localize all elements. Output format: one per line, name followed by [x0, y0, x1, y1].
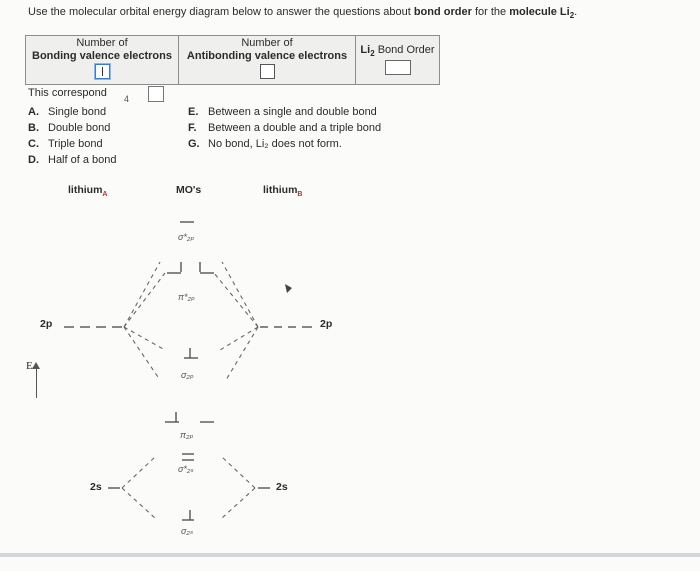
correlation-line [222, 262, 258, 327]
option-g: G. No bond, Li₂ does not form. [188, 138, 342, 150]
pi-star-2p-label: π*₂ₚ [178, 292, 195, 302]
correlation-line [124, 262, 160, 327]
left-atom-label: lithium$_A$ [68, 184, 108, 199]
question-middle: for the [471, 6, 510, 18]
bonding-electrons-input[interactable] [95, 64, 110, 79]
antibonding-electrons-cell [179, 36, 356, 85]
correlation-line [220, 327, 258, 350]
correlation-line [124, 327, 165, 350]
mo-diagram [0, 200, 700, 545]
antibonding-header-line1: Number of [241, 37, 293, 49]
option-f: F. Between a double and a triple bond [188, 122, 382, 134]
sigma-2s-label: σ₂ₛ [181, 526, 194, 536]
correlation-line [226, 327, 258, 380]
molecule-name: molecule $Li_2$ [509, 6, 575, 21]
energy-label: E [26, 360, 33, 372]
question-prefix: Use the molecular orbital energy diagram below to answer the questions about [28, 6, 414, 18]
bonding-header-line2: Bonding valence electrons [32, 50, 172, 62]
correspond-text: This correspond [28, 87, 107, 99]
cursor-icon [285, 284, 292, 293]
option-c: C. Triple bond [28, 138, 103, 150]
correlation-line [124, 273, 165, 327]
correlation-line [222, 457, 255, 488]
left-2s-label: 2s [90, 481, 102, 493]
question-text: Use the molecular orbital energy diagram below to answer the questions about bond order for the molecule $Li_2$. [28, 6, 578, 21]
right-2s-label: 2s [276, 481, 288, 493]
options-right [188, 104, 381, 152]
question-emph: bond order [413, 6, 472, 18]
bonding-electrons-cell [26, 36, 179, 85]
left-2p-label: 2p [40, 318, 53, 330]
option-d: D. Half of a bond [28, 154, 117, 166]
sigma-2p-label: σ₂ₚ [181, 370, 194, 380]
sigma-star-2p-label: σ*₂ₚ [178, 232, 195, 242]
correlation-line [122, 457, 155, 488]
antibonding-electrons-input[interactable] [260, 64, 275, 79]
correspond-dropdown-value: 4 [124, 94, 130, 104]
correlation-line [222, 488, 255, 518]
bond-order-table [25, 35, 440, 85]
antibonding-header-line2: Antibonding valence electrons [186, 50, 348, 62]
bond-order-input[interactable] [385, 60, 411, 75]
sigma-star-2s-label: σ*₂ₛ [178, 464, 194, 474]
bond-order-cell [356, 36, 440, 85]
right-atom-label: lithium$_B$ [263, 184, 303, 199]
bond-order-header: $Li_2$ Bond Order [360, 44, 435, 59]
correlation-line [124, 327, 160, 380]
bottom-divider [0, 553, 700, 557]
option-e: E. Between a single and double bond [188, 106, 377, 118]
pi-2p-label: π₂ₚ [180, 430, 194, 440]
option-a: A. Single bond [28, 106, 107, 118]
correlation-line [214, 273, 258, 327]
right-2p-label: 2p [320, 318, 333, 330]
mo-header: MO's [176, 184, 202, 196]
bonding-header-line1: Number of [76, 37, 128, 49]
correspond-dropdown[interactable] [148, 86, 164, 102]
correlation-line [122, 488, 155, 518]
options-left [28, 104, 117, 168]
option-b: B. Double bond [28, 122, 111, 134]
